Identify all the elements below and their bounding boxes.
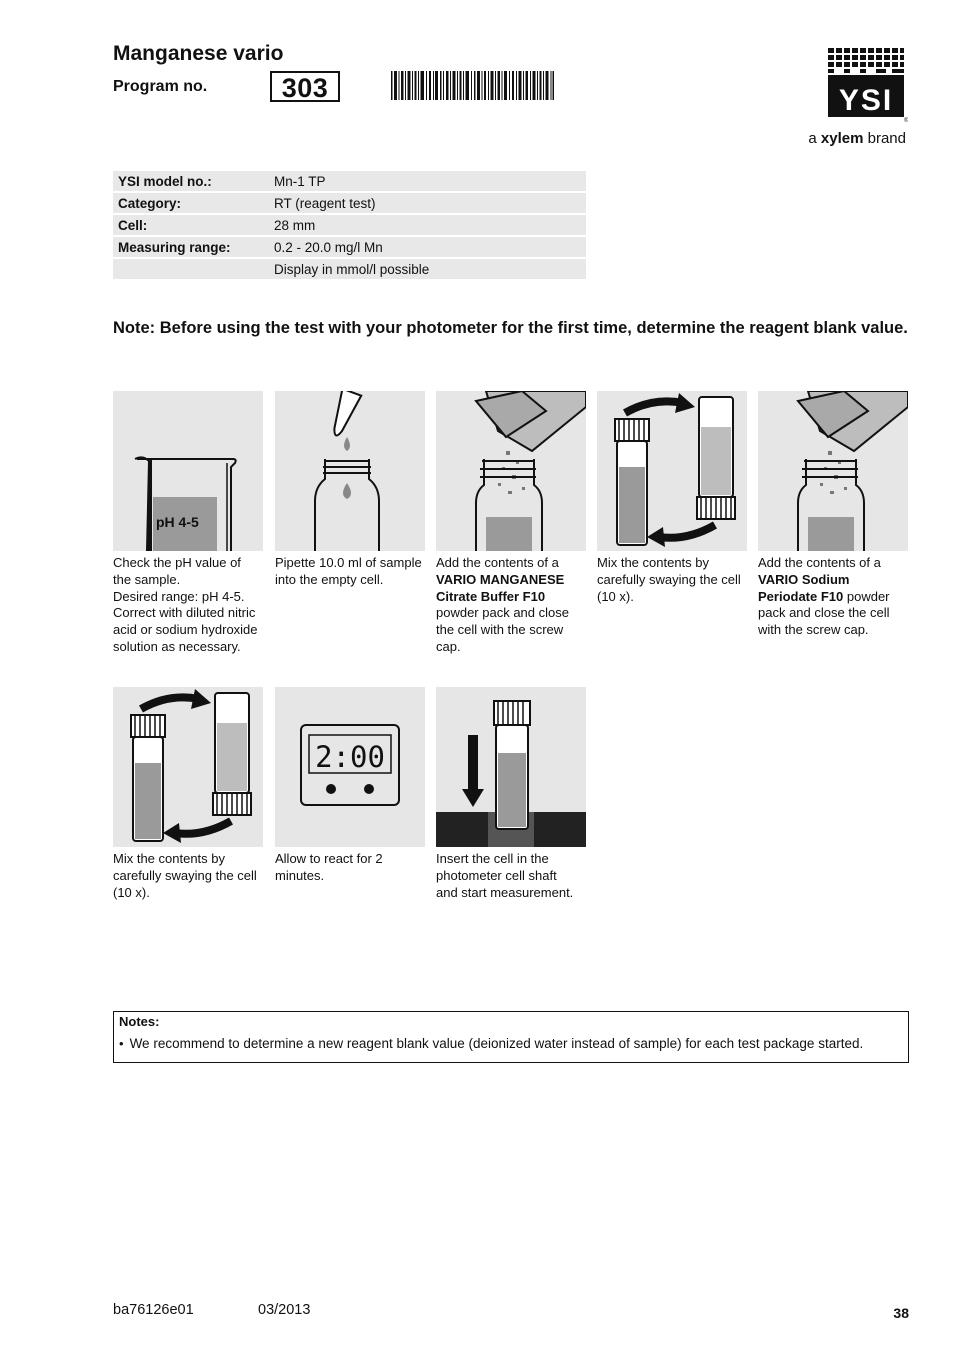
spec-row: Measuring range: 0.2 - 20.0 mg/l Mn: [113, 237, 586, 257]
bullet-icon: •: [119, 1036, 124, 1051]
step-3-illustration: [436, 391, 586, 551]
program-number-box: 303: [270, 71, 340, 102]
spec-table: [113, 169, 586, 281]
step-4-caption: Mix the contents by carefully swaying the cell (10 x).: [597, 555, 741, 604]
step-6-illustration: [113, 687, 263, 847]
timer-display: 2:00: [315, 740, 385, 774]
barcode: [391, 71, 554, 100]
step-5-illustration: [758, 391, 908, 551]
footer-date: 03/2013: [258, 1302, 311, 1318]
brand-tagline: a xylem brand: [808, 130, 906, 147]
notes-item: • We recommend to determine a new reagent blank value (deionized water instead of sample) for each test package started.: [119, 1036, 864, 1051]
step-8-illustration: [436, 687, 586, 847]
step-2-caption: Pipette 10.0 ml of sample into the empty cell.: [275, 555, 422, 587]
notes-title: Notes:: [119, 1014, 160, 1029]
svg-text:®: ®: [904, 118, 908, 124]
page-title: Manganese vario: [113, 42, 284, 65]
step-2-illustration: [275, 391, 425, 551]
program-label: Program no.: [113, 78, 208, 95]
notes-box: [113, 1011, 909, 1063]
step-7-caption: Allow to react for 2 minutes.: [275, 851, 383, 883]
reagent-blank-note: Note: Before using the test with your photometer for the first time, determine the reagent blank value.: [113, 319, 908, 337]
spec-row: Display in mmol/l possible: [113, 259, 586, 279]
step-7-illustration: [275, 687, 425, 847]
step-1-illustration: [113, 391, 263, 551]
step-4-illustration: [597, 391, 747, 551]
footer-doc-id: ba76126e01: [113, 1302, 194, 1318]
step-1-caption: Check the pH value of the sample. Desired range: pH 4-5. Correct with diluted nitric acid or sodium hydroxide solution as necessary.: [113, 555, 258, 654]
ysi-logo: [826, 46, 908, 124]
ysi-logo-text: YSI: [838, 84, 894, 117]
spec-row: Cell: 28 mm: [113, 215, 586, 235]
ph-label: pH 4-5: [156, 514, 199, 530]
page-number: 38: [893, 1305, 909, 1321]
step-3-caption: Add the contents of a VARIO MANGANESE Citrate Buffer F10 powder pack and close the cell with the screw cap.: [436, 555, 569, 654]
spec-row: YSI model no.: Mn-1 TP: [113, 171, 586, 191]
step-6-caption: Mix the contents by carefully swaying the cell (10 x).: [113, 851, 257, 900]
step-8-caption: Insert the cell in the photometer cell shaft and start measurement.: [436, 851, 574, 900]
spec-row: Category: RT (reagent test): [113, 193, 586, 213]
step-5-caption: Add the contents of a VARIO Sodium Periodate F10 powder pack and close the cell with the screw cap.: [758, 555, 890, 638]
